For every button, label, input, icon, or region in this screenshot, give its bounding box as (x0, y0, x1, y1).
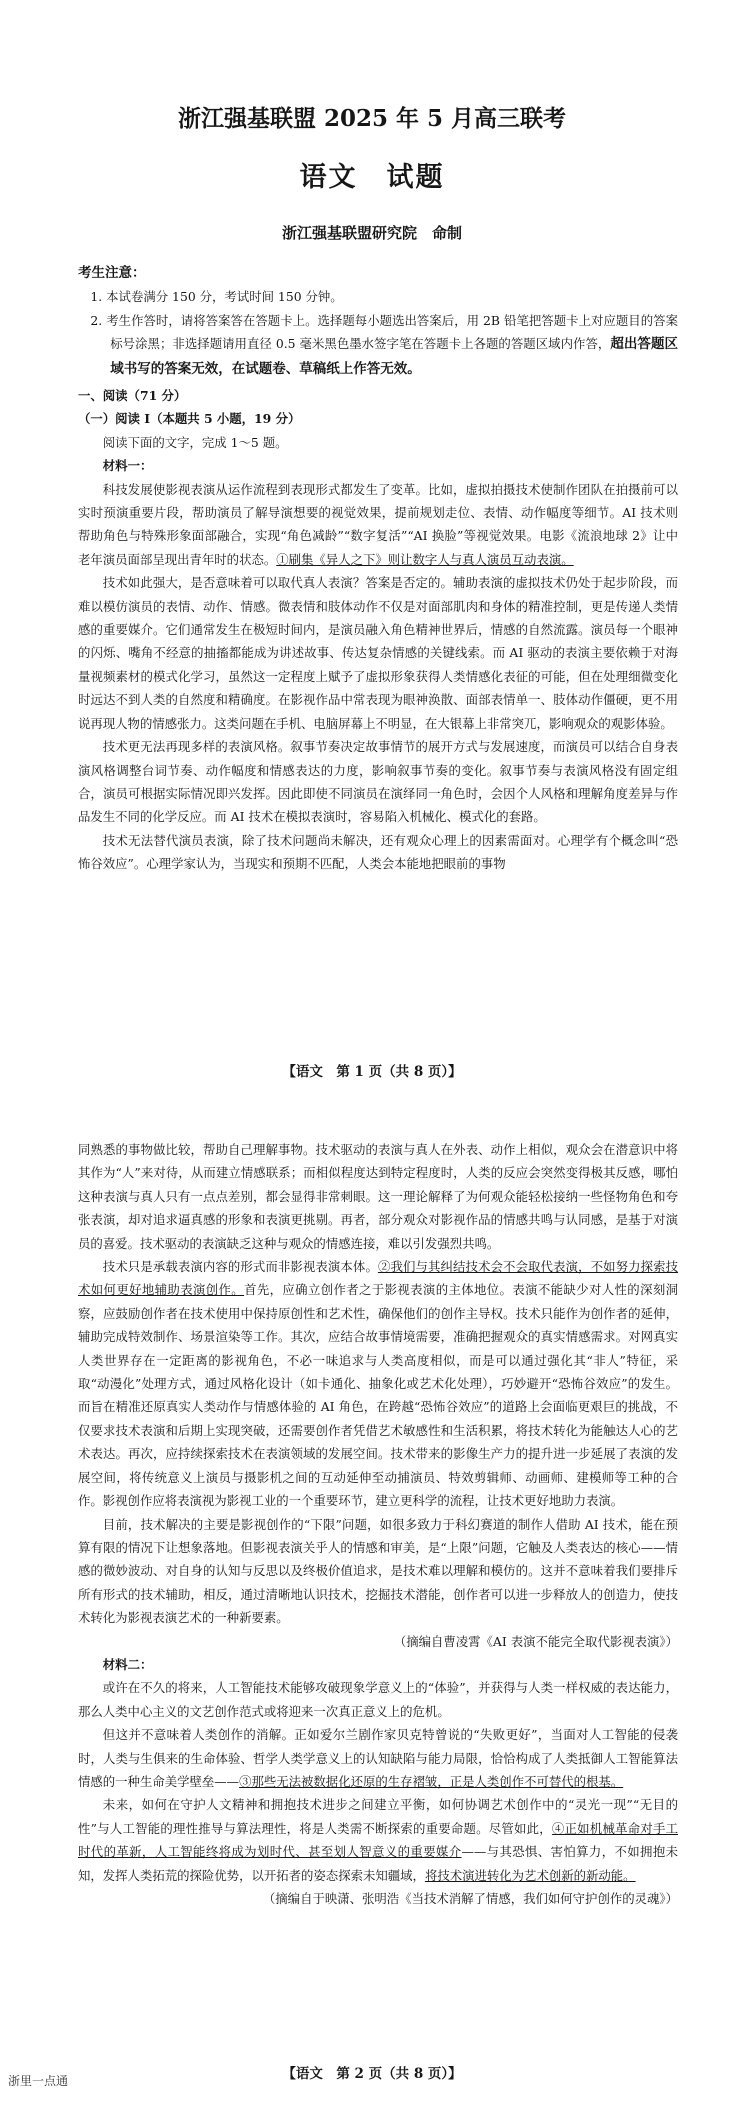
material1-paragraph-3: 技术更无法再现多样的表演风格。叙事节奏决定故事情节的展开方式与发展速度，而演员可以结合自身表演风格调整台词节奏、动作幅度和情感表达的力度，影响叙事节奏的变化。叙事节奏与表演风格没有固定组合，演员可根据实际情况即兴发挥。因此即使不同演员在演绎同一角色时，会因个人风格和理解角度差异与作品发生不同的化学反应。而 AI 技术在模拟表演时，容易陷入机械化、模式化的套路。 (78, 739, 678, 825)
underline-sentence-1: ①刷集《异人之下》则让数字人与真人演员互动表演。 (276, 551, 574, 567)
material1-paragraph-5 (78, 1255, 678, 1512)
underline-sentence-5: 将技术演进转化为艺术创新的新动能。 (424, 1867, 636, 1883)
material2-p3-text-a: 未来，如何在守护人文精神和拥抱技术进步之间建立平衡，如何协调艺术创作中的“灵光一现”“无目的性”与人工智能的理性推导与算法理性，将是人类需不断探索的重要命题。尽管如此， (78, 1797, 678, 1836)
underline-sentence-4: ④正如机械革命对手工时代的革新，人工智能终将成为划时代、甚至划人智意义的重要媒介 (78, 1820, 678, 1860)
notice-title: 考生注意： (78, 265, 146, 281)
material1-paragraph-4: 技术无法替代演员表演，除了技术问题尚未解决，还有观众心理上的因素需面对。心理学有个概念叫“恐怖谷效应”。心理学家认为，当现实和预期不匹配，人类会本能地把眼前的事物 (78, 832, 678, 872)
material1-paragraph-2: 技术如此强大，是否意味着可以取代真人表演？答案是否定的。辅助表演的虚拟技术仍处于起步阶段，而难以模仿演员的表情、动作、情感。微表情和肢体动作不仅是对面部肌肉和身体的精准控制，更是传递人类情感的重要媒介。它们通常发生在极短时间内，是演员融入角色精神世界后，情感的自然流露。演员每一个眼神的闪烁、嘴角不经意的抽搐都能成为讲述故事、传达复杂情感的关键线索。而 AI 驱动的表演主要依赖于对海量视频素材的模式化学习，虽然这一定程度上赋予了虚拟形象获得人类情感化表征的可能，但在处理细微变化时远达不到人类的自然度和精确度。在影视作品中常表现为眼神涣散、面部表情单一、肢体动作僵硬，更不用说再现人物的情感张力。这类问题在手机、电脑屏幕上不明显，在大银幕上非常突兀，影响观众的观影体验。 (78, 575, 678, 731)
material2-paragraph-2 (78, 1723, 678, 1793)
section-title: 一、阅读（71 分） (78, 388, 187, 403)
underline-sentence-2: ②我们与其纠结技术会不会取代表演，不如努力探索技术如何更好地辅助表演创作。 (78, 1259, 679, 1298)
watermark-text: 浙里一点通 (8, 2074, 69, 2088)
notice-item-2 (78, 309, 678, 381)
material1-p5-text-b: 首先，应确立创作者之于影视表演的主体地位。表演不能缺少对人性的深刻洞察，应鼓励创作者在技术使用中保持原创性和艺术性，确保他们的创作主导权。技术只能作为创作者的延伸，辅助完成特效制作、场景渲染等工作。其次，应结合故事情境需要，准确把握观众的真实情感需求。对网真实人类世界存在一定距离的影视角色，不必一味追求与人类高度相似，而是可以通过强化其“非人”特征，采取“动漫化”处理方式，通过风格化设计（如卡通化、抽象化或艺术化处理），巧妙避开“恐怖谷效应”的发生。而旨在精准还原真实人类动作与情感体验的 AI 角色，在跨越“恐怖谷效应”的道路上会面临更艰巨的挑战，不仅要求技术表演和后期上实现突破，还需要创作者凭借艺术敏感性和生活积累，将技术转化为能触达人心的艺术表达。再次，应持续探索技术在表演领域的发展空间。技术带来的影像生产力的提升进一步延展了表演的发展空间，将传统意义上演员与摄影机之间的互动延伸至动捕演员、特效剪辑师、动画师、建模师等工种的合作。影视创作应将表演视为影视工业的一个重要环节，建立更科学的流程，让技术更好地助力表演。 (78, 1282, 679, 1509)
material2-source: （摘编自于映潇、张明浩《当技术消解了情感，我们如何守护创作的灵魂》） (262, 1891, 678, 1906)
reading-section (78, 384, 678, 876)
material1-paragraph-1 (78, 478, 678, 572)
page-footer-1: 【语文 第 1 页（共 8 页）】 (282, 1064, 462, 1080)
underline-sentence-3: ③那些无法被数据化还原的生存褶皱，正是人类创作不可替代的根基。 (239, 1773, 624, 1789)
material2-paragraph-3 (78, 1793, 678, 1887)
page-footer-2: 【语文 第 2 页（共 8 页）】 (282, 2066, 462, 2082)
notice-item-2-text: 2. 考生作答时，请将答案答在答题卡上。选择题每小题选出答案后，用 2B 铅笔把答题卡上对应题目的答案标号涂黑；非选择题请用直径 0.5 毫米黑色墨水签字笔在答题卡上各题的答题区域内作答， (90, 312, 678, 352)
subject-title: 语文 试题 (299, 162, 445, 193)
exam-title: 浙江强基联盟 2025 年 5 月高三联考 (177, 105, 567, 132)
notice-item-1 (78, 285, 678, 308)
material1-source: （摘编自曹凌霄《AI 表演不能完全取代影视表演》） (393, 1633, 678, 1649)
material1-p1-text: 科技发展使影视表演从运作流程到表现形式都发生了变革。比如，虚拟拍摄技术使制作团队在拍摄前可以实时预演重要片段，帮助演员了解导演想要的视觉效果，提前规划走位、表情、动作幅度等细节。AI 技术则帮助角色与特殊形象面部融合，实现“角色减龄”“数字复活”“AI 换脸”等视觉效果。电影《流浪地球 2》让中老年演员面部呈现出青年时的状态。 (78, 481, 678, 567)
material2-title: 材料二： (102, 1656, 153, 1672)
exam-notice (78, 262, 678, 381)
material2-p2-text: 但这并不意味着人类创作的消解。正如爱尔兰剧作家贝克特曾说的“失败更好”，当面对人工智能的侵袭时，人类与生俱来的生命体验、哲学人类学意义上的认知缺陷与能力局限，恰恰构成了人类抵御人工智能算法情感的一种生命美学壁垒—— (78, 1727, 678, 1789)
notice-item-1-text: 1. 本试卷满分 150 分，考试时间 150 分钟。 (90, 289, 343, 305)
material1-continued (78, 1138, 678, 1910)
material1-title: 材料一： (102, 458, 153, 474)
material1-p5-text-a: 技术只是承载表演内容的形式而非影视表演本体。 (102, 1259, 378, 1275)
material2-paragraph-1: 或许在不久的将来，人工智能技术能够攻破现象学意义上的“体验”，并获得与人类一样权威的表达能力，那么人类中心主义的文艺创作范式或将迎来一次真正意义上的危机。 (78, 1680, 678, 1719)
subsection-title: （一）阅读 Ⅰ（本题共 5 小题，19 分） (78, 411, 301, 427)
material1-paragraph-6: 目前，技术解决的主要是影视创作的“下限”问题，如很多致力于科幻赛道的制作人借助 AI 技术，能在预算有限的情况下让想象落地。但影视表演关乎人的情感和审美，是“上限”问题，它触及人类表达的核心——情感的微妙波动、对自身的认知与反思以及终极价值追求，是技术难以理解和模仿的。这并不意味着我们要排斥所有形式的技术辅助，相反，通过清晰地认识技术，挖掘技术潜能，创作者可以进一步释放人的创造力，使技术转化为影视表演艺术的一种新要素。 (78, 1516, 678, 1626)
author-line: 浙江强基联盟研究院 命制 (281, 224, 462, 242)
reading-instruction: 阅读下面的文字，完成 1～5 题。 (102, 434, 288, 450)
notice-item-2-bold: 超出答题区域书写的答案无效，在试题卷、草稿纸上作答无效。 (110, 336, 678, 377)
exam-page-2 (0, 1116, 744, 2104)
material1-paragraph-4-cont: 同熟悉的事物做比较，帮助自己理解事物。技术驱动的表演与真人在外表、动作上相似，观众会在潜意识中将其作为“人”来对待，从而建立情感联系；而相似程度达到特定程度时，人类的反应会突然变得极其反感，哪怕这种表演与真人只有一点点差别，都会显得非常刺眼。这一理论解释了为何观众能轻松接纳一些怪物角色和夸张表演，却对追求逼真感的形象和表演更挑剔。再者，部分观众对影视作品的情感共鸣与认同感，是基于对演员的喜爱。技术驱动的表演缺乏这种与观众的情感连接，难以引发强烈共鸣。 (78, 1142, 678, 1251)
page-gap (0, 1088, 744, 1116)
material2-p3-text-b: ——与其恐惧、害怕算力，不如拥抱未知，发挥人类拓荒的探险优势，以开拓者的姿态探索未知疆域， (78, 1844, 679, 1883)
